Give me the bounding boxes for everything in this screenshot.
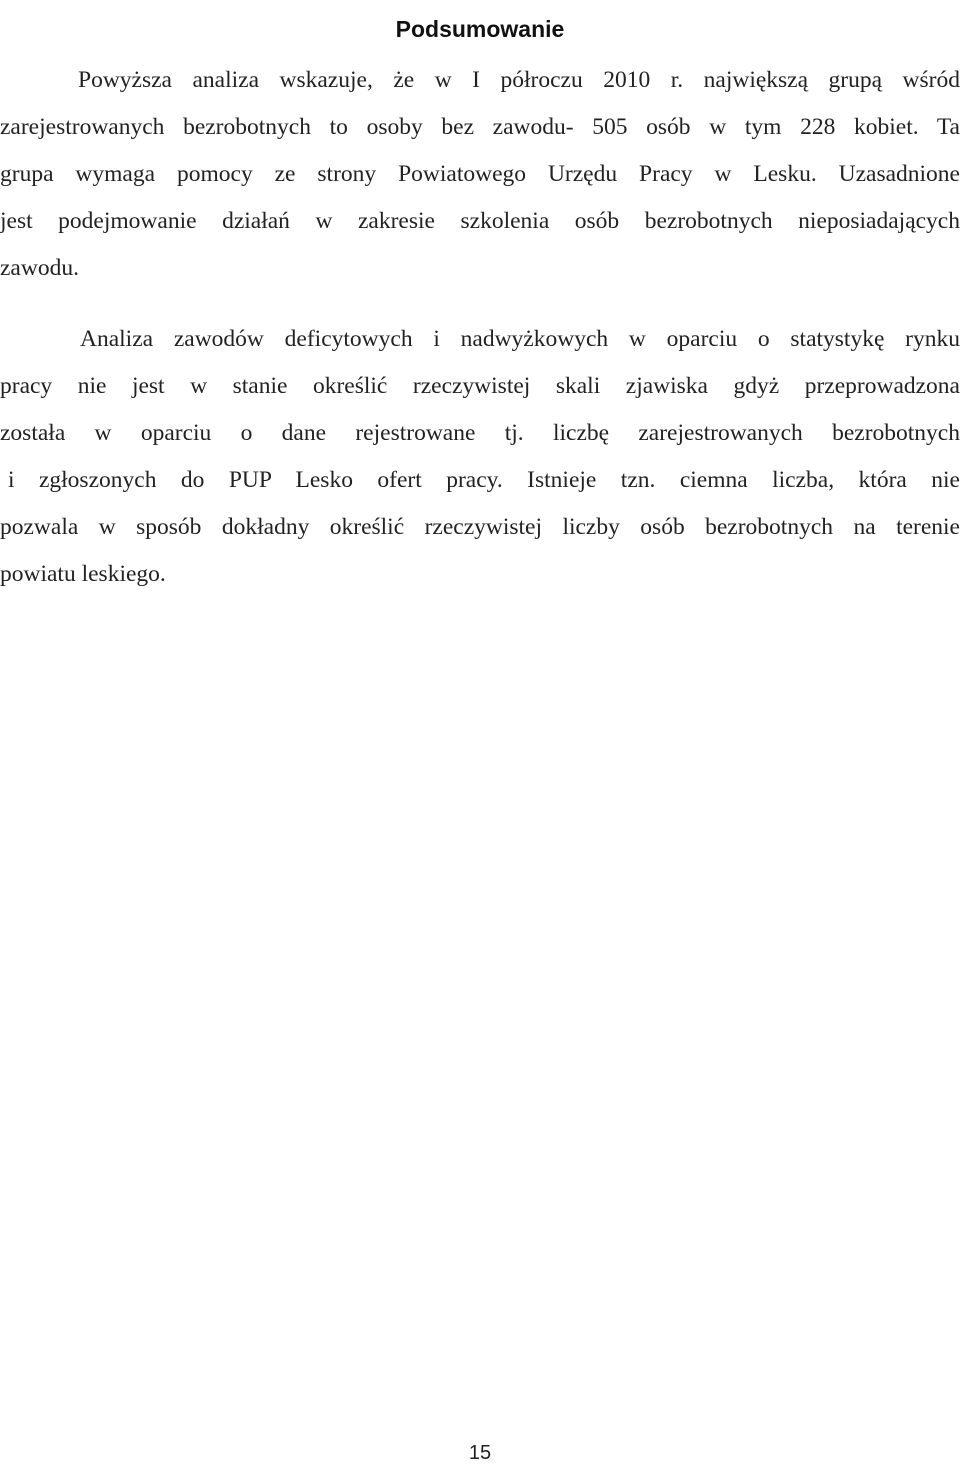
paragraph-line: Powyższa analiza wskazuje, że w I półroczu 2010 r. największą grupą wśród xyxy=(78,67,960,93)
paragraph-summary xyxy=(0,57,960,292)
paragraph-line: Analiza zawodów deficytowych i nadwyżkowych w oparciu o statystykę rynku xyxy=(80,326,960,352)
paragraph-analysis xyxy=(0,316,960,598)
paragraph-line: pracy nie jest w stanie określić rzeczywistej skali zjawiska gdyż przeprowadzona xyxy=(0,373,960,399)
paragraph-line: grupa wymaga pomocy ze strony Powiatowego Urzędu Pracy w Lesku. Uzasadnione xyxy=(0,161,960,187)
paragraph-line: pozwala w sposób dokładny określić rzeczywistej liczby osób bezrobotnych na terenie xyxy=(0,514,960,540)
paragraph-line: została w oparciu o dane rejestrowane tj. liczbę zarejestrowanych bezrobotnych xyxy=(0,420,960,446)
paragraph-line: i zgłoszonych do PUP Lesko ofert pracy. Istnieje tzn. ciemna liczba, która nie xyxy=(8,467,960,493)
paragraph-line: jest podejmowanie działań w zakresie szkolenia osób bezrobotnych nieposiadających xyxy=(0,208,960,234)
page-title: Podsumowanie xyxy=(395,16,565,43)
paragraph-line: powiatu leskiego. xyxy=(0,561,166,587)
paragraph-line: zarejestrowanych bezrobotnych to osoby bez zawodu- 505 osób w tym 228 kobiet. Ta xyxy=(0,114,960,140)
paragraph-line: zawodu. xyxy=(0,255,79,281)
page-number: 15 xyxy=(468,1442,492,1464)
